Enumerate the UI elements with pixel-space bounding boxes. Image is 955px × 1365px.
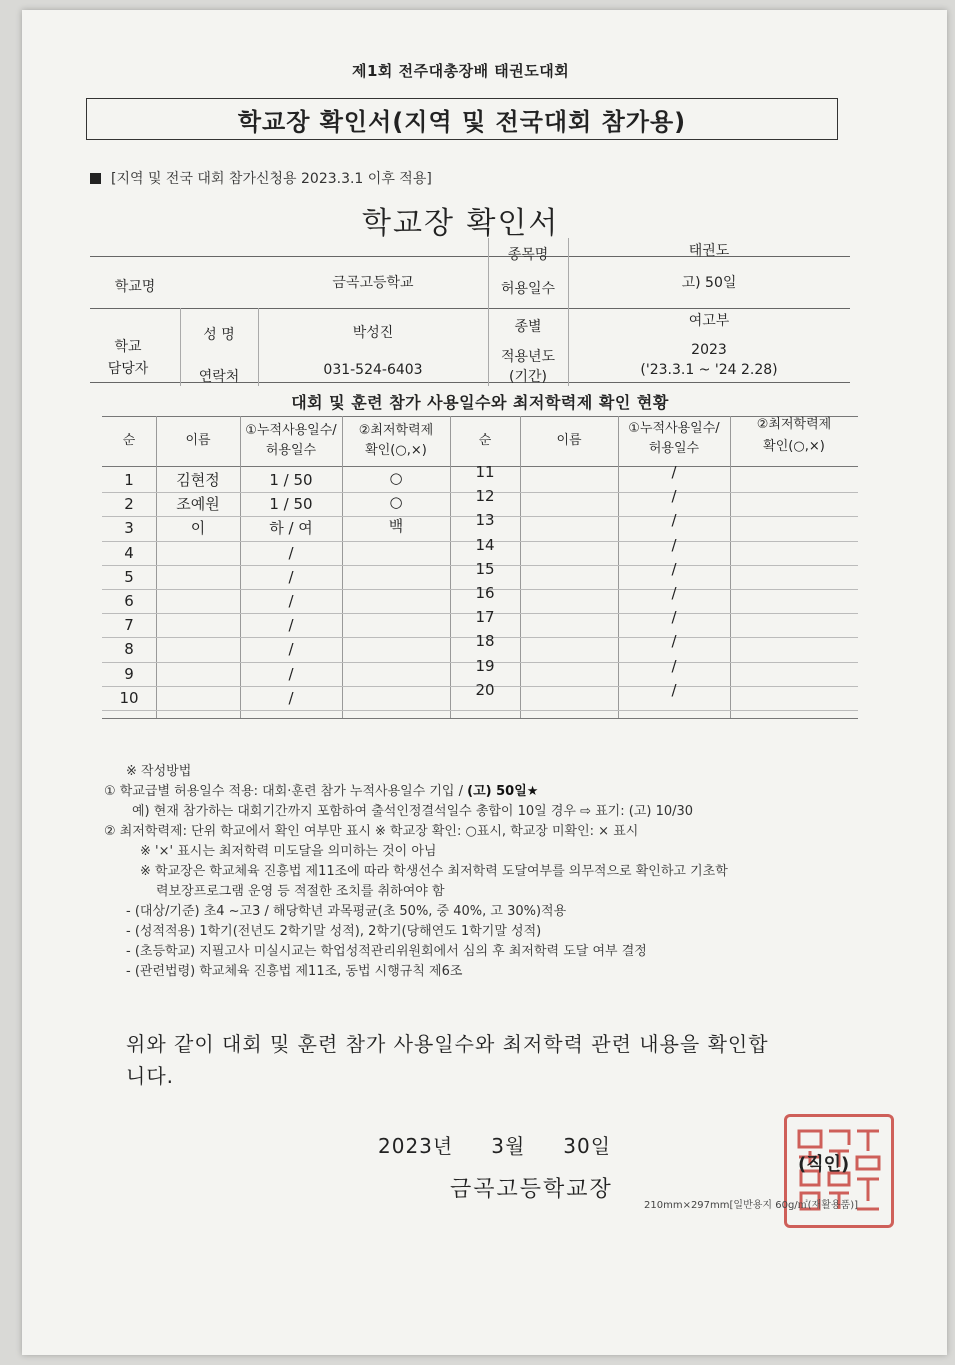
period-value: ('23.3.1 ~ '24 2.28)	[640, 362, 778, 378]
row-number: 15	[475, 559, 495, 578]
days-label: 허용일수	[500, 281, 556, 297]
days-used: /	[288, 640, 294, 659]
athlete-name	[156, 613, 240, 637]
staff-label: 학교	[114, 339, 142, 355]
school-value: 금곡고등학교	[332, 275, 414, 291]
athlete-name	[520, 629, 618, 653]
paper-spec: 210mm×297mm[일반용지 60g/㎡(재활용품)]	[644, 1200, 859, 1211]
form-title-box	[86, 98, 838, 140]
row-number: 16	[475, 584, 495, 602]
days-used: /	[671, 511, 677, 530]
athlete-name	[520, 484, 618, 508]
days-used: 1 / 50	[269, 495, 313, 514]
minimum-grade-check: 백	[388, 517, 404, 536]
instruction-line: - (관련법령) 학교체육 진흥법 제11조, 동법 시행규칙 제6조	[126, 964, 463, 979]
square-bullet-icon	[90, 173, 101, 184]
days-used: /	[288, 543, 294, 562]
days-used: 하 / 여	[269, 519, 313, 538]
header-days-right-2: 허용일수	[648, 441, 700, 456]
days-used: /	[288, 664, 294, 683]
main-title: 학교장 확인서	[362, 206, 560, 241]
minimum-grade-check	[730, 460, 858, 484]
participation-table	[102, 388, 858, 720]
header-check-1: ②최저학력제	[358, 423, 434, 438]
row-number: 18	[475, 632, 495, 651]
minimum-grade-check	[730, 654, 858, 678]
days-used: /	[671, 584, 677, 602]
contact-value: 031-524-6403	[323, 362, 423, 378]
days-used: /	[288, 616, 294, 635]
days-used: /	[671, 656, 677, 675]
minimum-grade-check	[342, 611, 450, 635]
athlete-name	[520, 557, 618, 581]
minimum-grade-check	[342, 563, 450, 587]
days-used: /	[671, 535, 677, 554]
date-year: 2023년	[378, 1134, 454, 1158]
row-number: 9	[124, 664, 134, 683]
header-name: 이름	[185, 433, 211, 448]
row-number: 7	[124, 616, 134, 635]
sport-label: 종목명	[507, 247, 549, 263]
header-days-1: ①누적사용일수/	[245, 423, 337, 438]
seal-label: (직인)	[798, 1154, 850, 1175]
athlete-name	[520, 678, 618, 702]
days-used: /	[671, 463, 677, 481]
event-title: 제1회 전주대총장배 태권도대회	[352, 62, 570, 80]
minimum-grade-check	[342, 587, 450, 611]
confirmation-statement: 위와 같이 대회 및 훈련 참가 사용일수와 최저학력 관련 내용을 확인합 니다.	[126, 1032, 769, 1088]
minimum-grade-check	[342, 660, 450, 684]
athlete-name: 이	[190, 519, 206, 538]
minimum-grade-check	[730, 533, 858, 557]
minimum-grade-check: ○	[389, 469, 403, 487]
contact-label: 연락처	[198, 369, 240, 385]
athlete-name	[520, 581, 618, 605]
minimum-grade-check	[730, 484, 858, 508]
instruction-line: - (대상/기준) 초4 ~고3 / 해당학년 과목평균(초 50%, 중 40%, 고 30%)적용	[126, 904, 567, 919]
minimum-grade-check: ○	[389, 493, 403, 512]
athlete-name	[156, 662, 240, 686]
header-check-right-2: 확인(○,×)	[763, 439, 825, 454]
minimum-grade-check	[730, 581, 858, 605]
athlete-name	[156, 589, 240, 613]
header-name-right: 이름	[556, 433, 582, 448]
applicability-notice: [지역 및 전국 대회 참가신청용 2023.3.1 이후 적용]	[90, 168, 432, 188]
division-value: 여고부	[688, 313, 730, 329]
days-used: 1 / 50	[269, 471, 313, 489]
row-number: 13	[475, 511, 495, 530]
days-used: /	[288, 592, 294, 610]
table-title: 대회 및 훈련 참가 사용일수와 최저학력제 확인 현황	[291, 393, 669, 412]
instruction-line: ② 최저학력제: 단위 학교에서 확인 여부만 표시 ※ 학교장 확인: ○표시, 학교장 미확인: × 표시	[104, 824, 639, 839]
document-page	[22, 10, 947, 1355]
athlete-name	[520, 533, 618, 557]
days-used: /	[671, 680, 677, 699]
instruction-line: ① 학교급별 허용일수 적용: 대회·훈련 참가 누적사용일수 기입 / (고) 50일★	[104, 784, 539, 799]
date-month: 3월	[491, 1134, 526, 1158]
year-value: 2023	[691, 342, 727, 358]
name-value: 박성진	[352, 325, 394, 341]
form-title: 학교장 확인서(지역 및 전국대회 참가용)	[237, 107, 687, 136]
year-label-2: (기간)	[509, 369, 547, 385]
days-used: /	[671, 608, 677, 627]
athlete-name	[156, 637, 240, 661]
instruction-emphasis: (고) 50일★	[467, 784, 539, 799]
school-info-table	[90, 238, 850, 386]
minimum-grade-check	[342, 684, 450, 708]
days-used: /	[288, 567, 294, 586]
row-number: 20	[475, 680, 495, 699]
row-number: 10	[119, 688, 139, 707]
date-day: 30일	[563, 1134, 612, 1158]
instruction-line: 예) 현재 참가하는 대회기간까지 포함하여 출석인정결석일수 총합이 10일 경우 ⇨ 표기: (고) 10/30	[132, 804, 694, 819]
days-value: 고) 50일	[681, 275, 737, 291]
instruction-line: ※ '×' 표시는 최저학력 미도달을 의미하는 것이 아님	[140, 844, 437, 859]
row-number: 1	[124, 471, 134, 489]
athlete-name	[520, 654, 618, 678]
athlete-name: 조예원	[176, 495, 220, 514]
row-number: 12	[475, 487, 495, 506]
athlete-name	[156, 565, 240, 589]
row-number: 6	[124, 592, 134, 610]
row-number: 8	[124, 640, 134, 659]
athlete-name	[520, 508, 618, 532]
header-check-right-1: ②최저학력제	[756, 417, 832, 432]
athlete-name	[520, 605, 618, 629]
days-used: /	[671, 559, 677, 578]
header-days-2: 허용일수	[265, 443, 317, 458]
division-label: 종별	[514, 319, 542, 335]
instruction-line: 력보장프로그램 운영 등 적절한 조치를 취하여야 함	[156, 884, 445, 899]
principal-title: 금곡고등학교장	[450, 1177, 613, 1202]
school-label: 학교명	[114, 279, 156, 295]
days-used: /	[288, 688, 294, 707]
instruction-line: ※ 학교장은 학교체육 진흥법 제11조에 따라 학생선수 최저학력 도달여부를 의무적으로 확인하고 기초학	[140, 864, 728, 879]
row-number: 5	[124, 567, 134, 586]
row-number: 4	[124, 543, 134, 562]
row-number: 14	[475, 535, 495, 554]
row-number: 19	[475, 656, 495, 675]
athlete-name	[520, 460, 618, 484]
days-used: /	[671, 632, 677, 651]
instructions	[104, 762, 864, 982]
minimum-grade-check	[730, 508, 858, 532]
instruction-line: - (성적적용) 1학기(전년도 2학기말 성적), 2학기(당해연도 1학기말 성적)	[126, 924, 542, 939]
instructions-heading: ※ 작성방법	[126, 764, 192, 779]
days-used: /	[671, 487, 677, 506]
header-no: 순	[122, 433, 136, 448]
row-number: 2	[124, 495, 134, 514]
sport-value: 태권도	[688, 243, 730, 259]
row-number: 11	[475, 463, 495, 481]
minimum-grade-check	[730, 557, 858, 581]
name-label: 성 명	[203, 327, 235, 343]
instruction-line: - (초등학교) 지필고사 미실시교는 학업성적관리위원회에서 심의 후 최저학력 도달 여부 결정	[126, 944, 647, 959]
staff-label-2: 담당자	[107, 361, 149, 377]
minimum-grade-check	[730, 605, 858, 629]
athlete-name	[156, 686, 240, 710]
header-check-2: 확인(○,×)	[365, 443, 427, 458]
minimum-grade-check	[730, 678, 858, 702]
minimum-grade-check	[342, 635, 450, 659]
minimum-grade-check	[342, 539, 450, 563]
athlete-name: 김현정	[176, 471, 220, 489]
header-no-right: 순	[478, 433, 492, 448]
minimum-grade-check	[730, 629, 858, 653]
year-label: 적용년도	[500, 349, 556, 365]
athlete-name	[156, 541, 240, 565]
row-number: 3	[124, 519, 134, 538]
issue-date	[378, 1130, 649, 1159]
header-days-right-1: ①누적사용일수/	[628, 421, 720, 436]
row-number: 17	[475, 608, 495, 627]
